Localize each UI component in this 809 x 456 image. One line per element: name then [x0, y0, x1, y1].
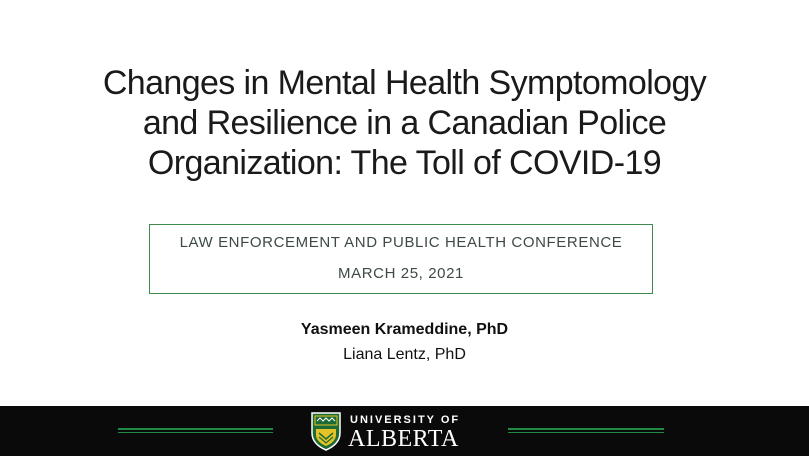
conference-name: LAW ENFORCEMENT AND PUBLIC HEALTH CONFERENCE: [179, 234, 623, 251]
author-secondary: Liana Lentz, PhD: [343, 346, 466, 363]
conference-date: MARCH 25, 2021: [338, 265, 464, 282]
conference-box: [149, 224, 653, 294]
footer-right-line-bottom: [508, 432, 664, 433]
logo-alberta: ALBERTA: [348, 426, 459, 452]
logo-university-of: UNIVERSITY OF: [350, 414, 461, 426]
author-primary: Yasmeen Krameddine, PhD: [300, 321, 509, 338]
footer-right-line-top: [508, 428, 664, 430]
slide-title: Changes in Mental Health Symptomology and Resilience in a Canadian Police Organization: The Toll of COVID-19: [102, 64, 707, 182]
footer-left-line-bottom: [118, 432, 273, 433]
university-logo: [310, 410, 480, 452]
footer-left-line-top: [118, 428, 273, 430]
university-shield-icon: [310, 411, 342, 451]
